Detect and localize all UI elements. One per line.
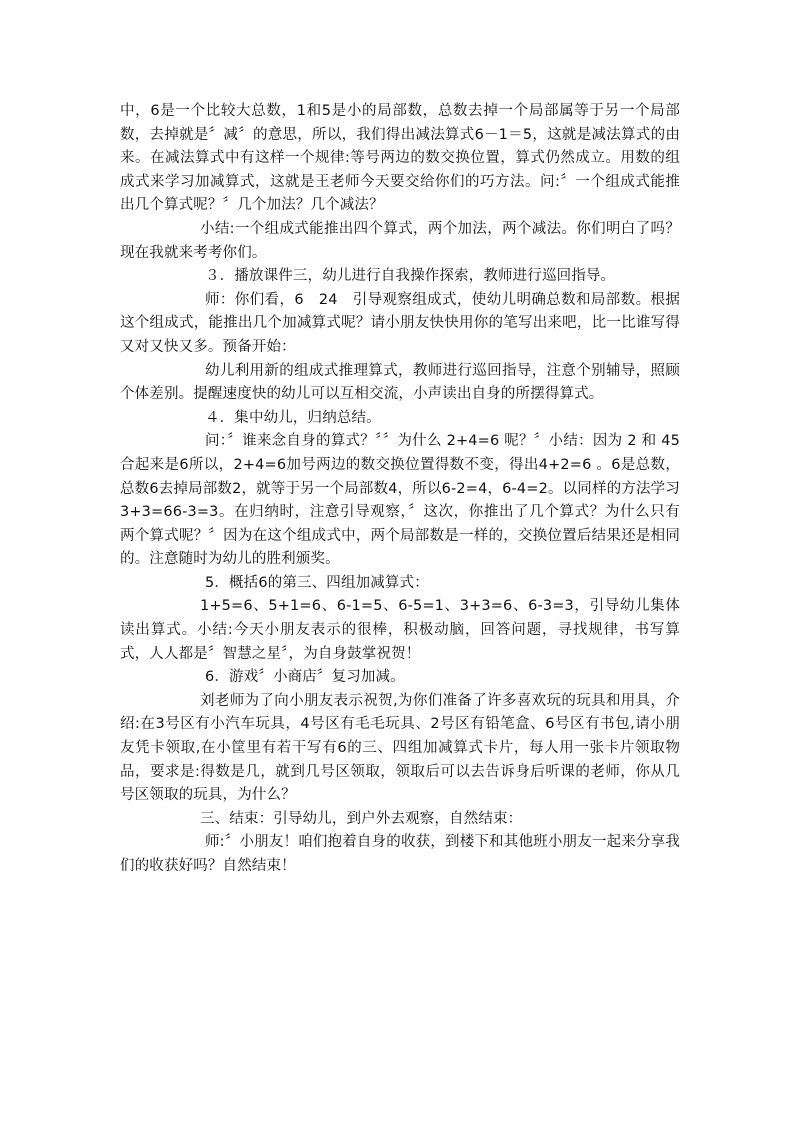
- paragraph-3: ３．播放课件三，幼儿进行自我操作探索，教师进行巡回指导。: [205, 268, 616, 285]
- paragraph-11: 刘老师为了向小朋友表示祝贺,为你们准备了许多喜欢玩的玩具和用具，介绍:在3号区有小汽车玩具，4号区有毛毛玩具、2号区有铅笔盒、6号区有书包,请小朋友凭卡领取,在小筐里有若干写有6的三、四组加减算式卡片，每人用一张卡片领取物品，要求是:得数是几，就到几号区领取，领取后可以去告诉身后听课的老师，你从几号区领取的玩具，为什么？: [120, 692, 680, 804]
- paragraph-1: 中，6是一个比较大总数，1和5是小的局部数，总数去掉一个局部属等于另一个局部数，去掉就是〞减〞的意思，所以，我们得出减法算式6－1＝5，这就是减法算式的由来。在减法算式中有这样一个规律:等号两边的数交换位置，算式仍然成立。用数的组成式来学习加减算式，这就是王老师今天要交给你们的巧方法。问:〞一个组成式能推出几个算式呢？〞几个加法？几个减法？: [120, 103, 680, 214]
- paragraph-2: 小结:一个组成式能推出四个算式，两个加法，两个减法。你们明白了吗？现在我就来考考你们。: [120, 220, 680, 261]
- body-text: [120, 100, 680, 879]
- paragraph-13: 师:〞小朋友！咱们抱着自身的收获，到楼下和其他班小朋友一起来分享我们的收获好吗？自然结束！: [120, 834, 680, 874]
- paragraph-4: 师：你们看，6 24 引导观察组成式，使幼儿明确总数和局部数。根据这个组成式，能推出几个加减算式呢？请小朋友快快用你的笔写出来吧，比一比谁写得又对又快又多。预备开始：: [120, 291, 680, 355]
- paragraph-12: 三、结束：引导幼儿，到户外去观察，自然结束：: [200, 810, 523, 827]
- paragraph-5: 幼儿利用新的组成式推理算式，教师进行巡回指导，注意个别辅导，照顾个体差别。提醒速度快的幼儿可以互相交流，小声读出自身的所摆得算式。: [120, 362, 680, 403]
- paragraph-7: 问：〞谁来念自身的算式？〞〞为什么 2+4=6 呢？〞小结：因为 2 和 45合起来是6所以，2+4=6加号两边的数交换位置得数不变，得出4+2=6 。6是总数，总数6去掉局部数2，就等于另一个局部数4，所以6-2=4，6-4=2。以同样的方法学习 3+3=66-3=3。在归纳时，注意引导观察，〞这次，你推出了几个算式？为什么只有两个算式呢？〞因为在这个组成式中，两个局部数是一样的，交换位置后结果还是相同的。注意随时为幼儿的胜利颁奖。: [120, 433, 680, 568]
- paragraph-6: ４．集中幼儿，归纳总结。: [205, 409, 381, 426]
- paragraph-10: 6．游戏〞小商店〞复习加减。: [205, 669, 405, 686]
- paragraph-8: 5．概括6的第三、四组加减算式：: [205, 574, 429, 591]
- paragraph-9: 1+5=6、5+1=6、6-1=5、6-5=1、3+3=6、6-3=3，引导幼儿集体读出算式。小结:今天小朋友表示的很棒，积极动脑，回答问题，寻找规律，书写算式，人人都是〞智慧之星〞，为自身鼓掌祝贺！: [120, 598, 680, 662]
